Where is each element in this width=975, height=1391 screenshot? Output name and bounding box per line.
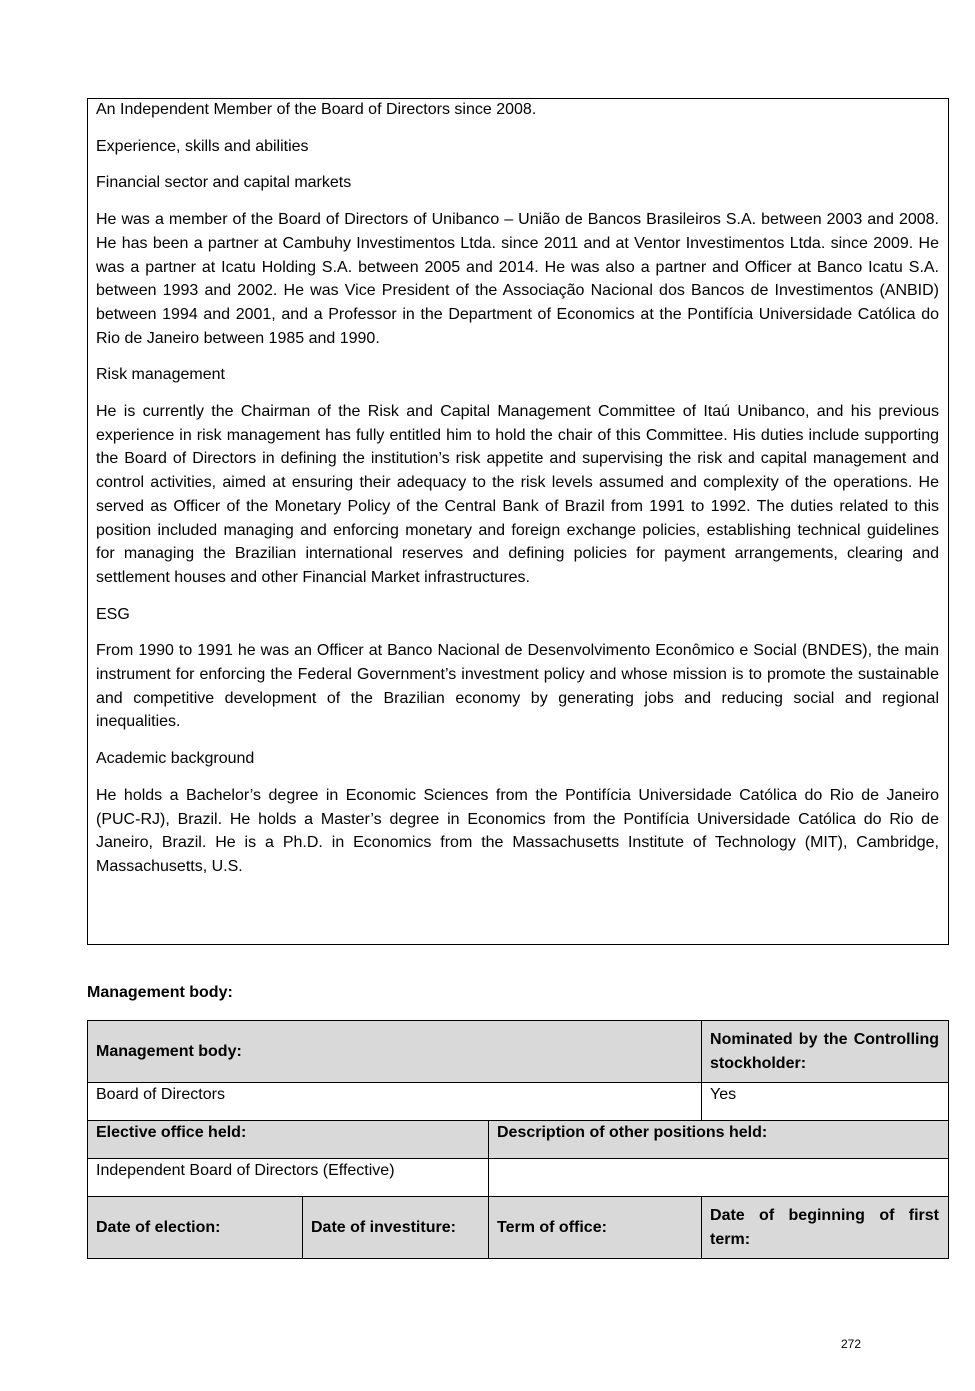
date-first-term-label: Date of beginning of first term: <box>710 1206 940 1248</box>
management-body-label: Management body: <box>96 1042 242 1060</box>
elective-office-label: Elective office held: <box>96 1124 247 1141</box>
elective-office-label-cell <box>88 1121 489 1159</box>
table-row <box>88 1021 949 1083</box>
management-body-label-cell <box>88 1021 702 1083</box>
date-of-investiture-cell <box>303 1197 489 1259</box>
table-row <box>88 1121 949 1159</box>
date-of-investiture-label: Date of investiture: <box>311 1218 456 1236</box>
date-first-term-cell <box>702 1197 949 1259</box>
date-of-election-cell <box>88 1197 303 1259</box>
bio-heading-experience: Experience, skills and abilities <box>96 137 309 155</box>
biography-box <box>87 98 949 945</box>
nominated-value: Yes <box>710 1086 737 1103</box>
page-number: 272 <box>841 1337 862 1351</box>
management-body-value: Board of Directors <box>96 1086 225 1103</box>
elective-office-value-cell <box>88 1159 489 1197</box>
management-body-table <box>87 1020 949 1259</box>
other-positions-value-cell <box>489 1159 949 1197</box>
elective-office-value: Independent Board of Directors (Effective) <box>96 1162 395 1179</box>
nominated-value-cell <box>702 1083 949 1121</box>
nominated-label-cell <box>702 1021 949 1083</box>
date-of-election-label: Date of election: <box>96 1218 221 1236</box>
bio-intro: An Independent Member of the Board of Directors since 2008. <box>96 101 537 118</box>
term-of-office-cell <box>489 1197 702 1259</box>
bio-heading-financial: Financial sector and capital markets <box>96 174 352 192</box>
other-positions-label-cell <box>489 1121 949 1159</box>
bio-heading-risk: Risk management <box>96 366 225 384</box>
bio-paragraph-academic: He holds a Bachelor’s degree in Economic Sciences from the Pontifícia Universidade Católica do Rio de Janeiro (PUC-RJ), Brazil. He holds a Master’s degree in Economics from the Pontifícia Universidade Católica do Rio de Janeiro, Brazil. He is a Ph.D. in Economics from the Massachusetts Institute of Technology (MIT), Cambridge, Massachusetts, U.S. <box>96 786 939 875</box>
term-of-office-label: Term of office: <box>497 1218 607 1236</box>
other-positions-label: Description of other positions held: <box>497 1124 768 1141</box>
table-row <box>88 1083 949 1121</box>
bio-heading-academic: Academic background <box>96 750 255 768</box>
table-row <box>88 1197 949 1259</box>
management-body-value-cell <box>88 1083 702 1121</box>
table-row <box>88 1159 949 1197</box>
bio-heading-esg: ESG <box>96 605 130 623</box>
bio-paragraph-financial: He was a member of the Board of Directors of Unibanco – União de Bancos Brasileiros S.A. between 2003 and 2008. He has been a partner at Cambuhy Investimentos Ltda. since 2011 and at Ventor Investimentos Ltda. since 2009. He was a partner at Icatu Holding S.A. between 2005 and 2014. He was also a partner and Officer at Banco Icatu S.A. between 1993 and 2002. He was Vice President of the Associação Nacional dos Bancos de Investimentos (ANBID) between 1994 and 2001, and a Professor in the Department of Economics at the Pontifícia Universidade Católica do Rio de Janeiro between 1985 and 1990. <box>96 211 939 347</box>
section-heading: Management body: <box>87 984 233 1001</box>
nominated-label: Nominated by the Controlling stockholder: <box>710 1030 940 1072</box>
bio-paragraph-risk: He is currently the Chairman of the Risk and Capital Management Committee of Itaú Unibanco, and his previous experience in risk management has fully entitled him to hold the chair of this Committee. His duties include supporting the Board of Directors in defining the institution’s risk appetite and supervising the risk and capital management and control activities, aimed at ensuring their adequacy to the risk levels assumed and complexity of the operations. He served as Officer of the Monetary Policy of the Central Bank of Brazil from 1991 to 1992. The duties related to this position included managing and enforcing monetary and foreign exchange policies, establishing technical guidelines for managing the Brazilian international reserves and defining policies for payment arrangements, clearing and settlement houses and other Financial Market infrastructures. <box>96 403 939 586</box>
bio-paragraph-esg: From 1990 to 1991 he was an Officer at Banco Nacional de Desenvolvimento Econômico e Social (BNDES), the main instrument for enforcing the Federal Government’s investment policy and whose mission is to promote the sustainable and competitive development of the Brazilian economy by generating jobs and reducing social and regional inequalities. <box>96 642 939 731</box>
